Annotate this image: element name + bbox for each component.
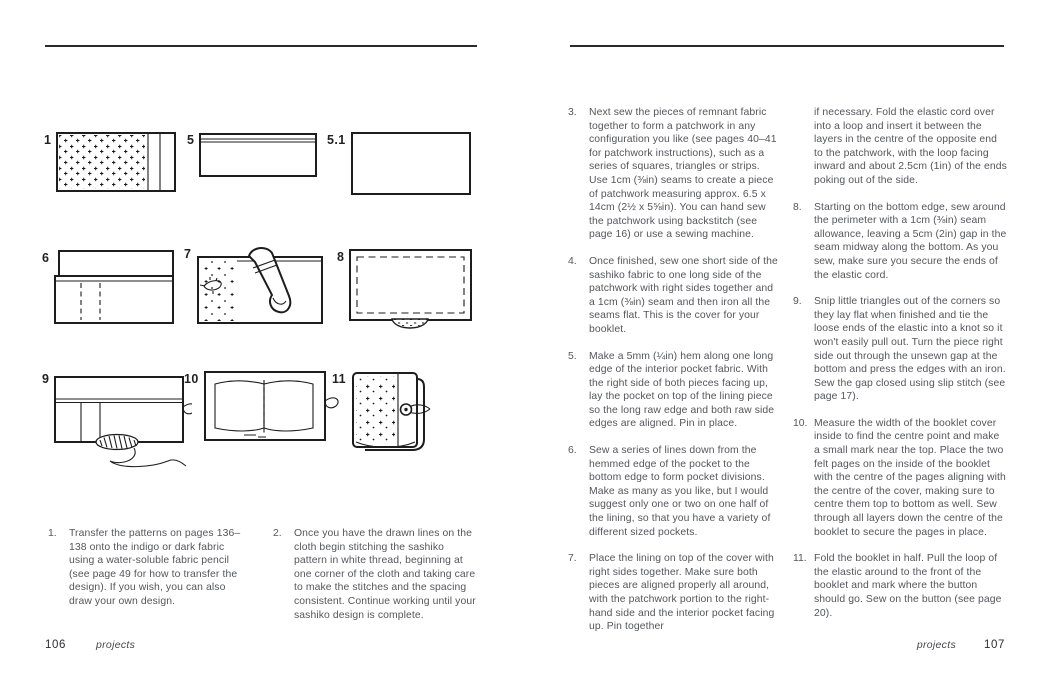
figure-label: 9: [42, 372, 50, 386]
diagram-pocket-divisions: [54, 250, 176, 325]
left-page-footer: [45, 639, 135, 651]
step-text: Once you have the drawn lines on the cloth begin stitching the sashiko pattern in white thread, beginning at one corner of the cloth and taking care to make the stitches and the spacing consistent. Continue working until your sashiko design is complete.: [294, 528, 476, 621]
step-number: 2.: [273, 528, 282, 539]
figure-10: [184, 371, 347, 445]
step-text: Transfer the patterns on pages 136–138 onto the indigo or dark fabric using a water-soluble fabric pencil (see page 49 for how to transfer the design). If you wish, you can also draw your own design.: [69, 528, 241, 607]
step-7: [568, 552, 779, 634]
step-text: Starting on the bottom edge, sew around the perimeter with a 1cm (⅜in) seam allowance, leaving a 5cm (2in) gap in the seam midway along the bottom. As you sew, make sure you secure the ends of the elastic cord.: [814, 201, 1007, 281]
step-9: [793, 295, 1007, 404]
step-number: 3.: [568, 107, 577, 118]
figure-label: 5.1: [327, 133, 346, 147]
step-text: if necessary. Fold the elastic cord over into a loop and insert it between the layers in the centre of the opposite end to the patchwork, with the loop facing inward and about 2.5cm (1in) of the ends poking out of the side.: [814, 107, 1007, 186]
page-number: 107: [984, 639, 1005, 651]
figure-label: 11: [332, 372, 347, 386]
right-page-column-1: [568, 106, 779, 647]
step-2: [273, 527, 478, 622]
right-page-header-rule: [570, 45, 1004, 47]
step-number: 4.: [568, 255, 577, 267]
step-1: [48, 527, 249, 622]
figure-label: 10: [184, 372, 199, 386]
figure-label: 8: [337, 250, 345, 264]
step-number: 9.: [793, 296, 802, 308]
step-text: Sew a series of lines down from the hemmed edge of the pocket to the bottom edge to form pocket divisions. Make as many as you like, but I would suggest only one or two on one half of the lining, so that you have a variety of different sized pockets.: [589, 445, 771, 538]
diagram-slip-stitch-gap: [54, 371, 192, 476]
diagram-sashiko-panel: [56, 132, 176, 192]
diagram-lining-piece: [351, 132, 471, 195]
figure-5: [187, 132, 317, 178]
diagram-felt-pages: [204, 371, 347, 445]
step-text: Make a 5mm (¼in) hem along one long edge of the interior pocket fabric. With the right side of both pieces facing up, lay the pocket on top of the lining piece so the long raw edge and both raw side edges are aligned. Pin in place.: [589, 350, 775, 430]
section-label: projects: [96, 639, 136, 651]
step-number: 6.: [568, 445, 577, 457]
step-text: Next sew the pieces of remnant fabric together to form a patchwork in any configuration you like (see pages 40–41 for patchwork instructions), such as a series of squares, triangles or strips. Use 1cm (⅜in) seams to create a piece of patchwork measuring approx. 6.5 x 14cm (2½ x 5⅝in). You can hand sew the patchwork using backstitch (see page 16) or use a sewing machine.: [589, 107, 777, 241]
figure-6: [42, 250, 176, 325]
figure-11: [332, 371, 431, 455]
step-number: 10.: [793, 417, 808, 429]
step-11: [793, 552, 1007, 620]
step-number: 11.: [793, 553, 807, 565]
step-4: [568, 255, 779, 337]
diagram-perimeter-seam: [349, 249, 473, 329]
right-page-footer: [917, 639, 1005, 651]
left-page-steps: [48, 527, 478, 635]
step-5: [568, 350, 779, 432]
step-7-continued: [793, 106, 1007, 188]
diagram-lining-rolled-on-cover: [196, 246, 324, 326]
step-10: [793, 417, 1007, 539]
step-number: 1.: [48, 528, 57, 539]
step-3: [568, 106, 779, 242]
figure-label: 1: [44, 133, 52, 147]
figure-label: 5: [187, 133, 195, 147]
step-number: 7.: [568, 553, 577, 565]
step-text: Fold the booklet in half. Pull the loop of the elastic around to the front of the booklet and mark where the button should go. Sew on the button (see page 20).: [814, 553, 1002, 619]
step-text: Snip little triangles out of the corners so they lay flat when finished and tie the loose ends of the elastic into a knot so it won't easily pull out. Turn the piece right side out through the unsewn gap at the bottom and press the edges with an iron. Sew the gap closed using slip stitch (see page 17).: [814, 296, 1006, 403]
page-number: 106: [45, 639, 66, 651]
right-page-column-2: [793, 106, 1007, 633]
figure-8: [337, 249, 473, 329]
step-number: 5.: [568, 350, 577, 362]
figure-9: [42, 371, 192, 476]
left-page-header-rule: [45, 45, 477, 47]
step-text: Measure the width of the booklet cover inside to find the centre point and make a small mark near the top. Place the two felt pages on the inside of the booklet with the centre of the pages aligning with the centre of the cover, making sure to centre them top to bottom as well. Sew through all layers down the centre of the booklet to secure the pages in place.: [814, 417, 1006, 538]
step-text: Once finished, sew one short side of the sashiko fabric to one long side of the patchwork with right sides together and a 1cm (⅜in) seam and then iron all the seams flat. This is the cover for your booklet.: [589, 255, 778, 335]
figure-1: [44, 132, 176, 192]
figure-label: 7: [184, 247, 192, 261]
figure-7: [184, 246, 324, 326]
step-8: [793, 201, 1007, 283]
figure-label: 6: [42, 251, 50, 265]
diagram-hemmed-pocket: [199, 132, 317, 178]
step-number: [793, 106, 814, 188]
step-6: [568, 444, 779, 539]
step-text: Place the lining on top of the cover with right sides together. Make sure both pieces are aligned properly all around, with the patchwork portion to the right-hand side and the interior pocket facing up. Pin together: [589, 553, 775, 633]
section-label: projects: [916, 639, 956, 651]
step-number: 8.: [793, 201, 802, 213]
figure-5-1: [327, 132, 471, 195]
diagram-finished-booklet: [351, 371, 431, 455]
